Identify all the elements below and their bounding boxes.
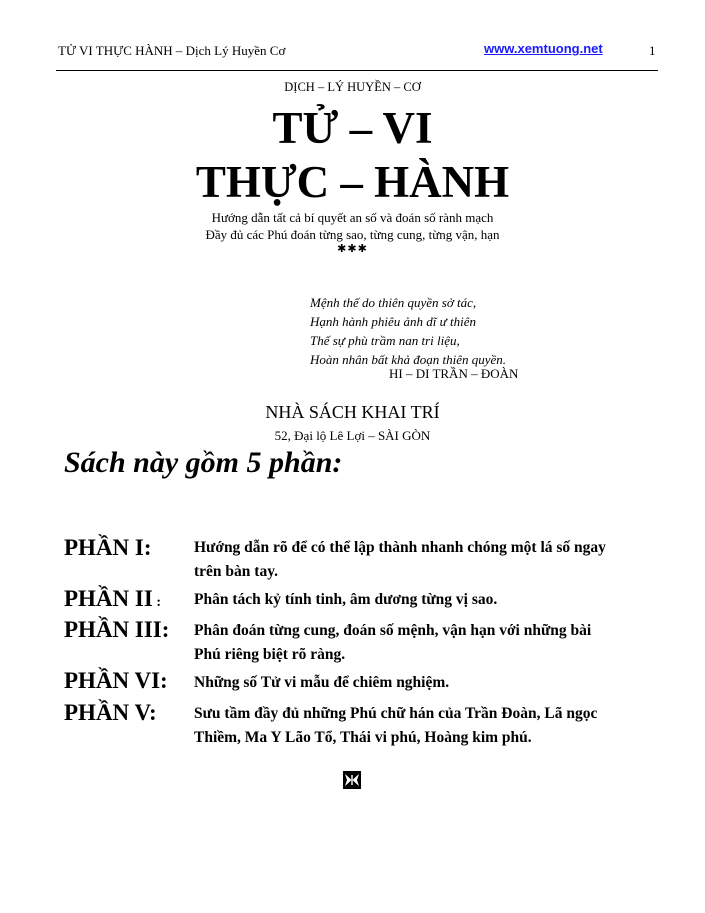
part-label-text: PHẦN III: [64, 617, 170, 642]
page-number: 1 [649, 43, 656, 58]
poem-line: Mệnh thế do thiên quyền sở tác, [310, 295, 477, 310]
poem-line: Hoàn nhân bất khả đoạn thiên quyền. [310, 352, 507, 367]
part-description [194, 588, 664, 612]
part-label [64, 668, 168, 694]
translator-line: DỊCH – LÝ HUYỀN – CƠ [284, 80, 421, 94]
butterfly-ornament-icon [343, 771, 361, 789]
book-title-line2: THỰC – HÀNH [195, 157, 510, 207]
poem-line: Thế sự phù trầm nan tri liệu, [310, 333, 460, 348]
publisher-address: 52, Đại lộ Lê Lợi – SÀI GÒN [274, 428, 431, 443]
part-line: Phú riêng biệt rõ ràng. [194, 646, 346, 663]
part-label-text: PHẦN VI: [64, 668, 168, 693]
star-separator-icon: ✱✱✱ [337, 243, 368, 255]
part-line: Những số Tử vi mẫu để chiêm nghiệm. [194, 674, 450, 691]
part-description [194, 671, 664, 695]
part-line: Phân đoán từng cung, đoán số mệnh, vận hạn với những bài [194, 622, 592, 639]
running-title: TỬ VI THỰC HÀNH – Dịch Lý Huyền Cơ [58, 43, 286, 58]
header-divider [56, 70, 658, 71]
part-label-suffix: : [152, 595, 161, 610]
part-label [64, 586, 161, 612]
part-line: Hướng dẫn rõ để có thể lập thành nhanh chóng một lá số ngay [194, 539, 606, 556]
part-label [64, 617, 169, 643]
part-description [194, 536, 664, 584]
part-label-text: PHẦN II [64, 586, 153, 611]
part-label [64, 700, 157, 726]
part-label [64, 535, 152, 561]
part-description [194, 619, 664, 667]
subtitle-line2: Đầy đủ các Phú đoán từng sao, từng cung, từng vận, hạn [205, 227, 500, 242]
website-link[interactable]: www.xemtuong.net [484, 41, 603, 56]
part-line: Phân tách kỷ tính tinh, âm dương từng vị sao. [194, 591, 498, 608]
part-description [194, 702, 664, 750]
contents-heading: Sách này gồm 5 phần: [64, 446, 343, 479]
poem-author: HI – DI TRẦN – ĐOÀN [389, 366, 519, 381]
poem-line: Hạnh hành phiêu ảnh dĩ ư thiên [310, 314, 476, 329]
subtitle-line1: Hướng dẫn tất cả bí quyết an số và đoán số rành mạch [211, 210, 494, 225]
part-label-text: PHẦN I: [64, 535, 152, 560]
poem [310, 293, 506, 369]
part-label-text: PHẦN V: [64, 700, 157, 725]
publisher-name: NHÀ SÁCH KHAI TRÍ [265, 402, 440, 422]
book-title-line1: TỬ – VI [272, 103, 433, 153]
part-line: Sưu tầm đầy đủ những Phú chữ hán của Trần Đoàn, Lã ngọc [194, 705, 598, 722]
part-line: Thiềm, Ma Y Lão Tổ, Thái vi phú, Hoàng kim phú. [194, 729, 532, 746]
part-line: trên bàn tay. [194, 563, 278, 580]
